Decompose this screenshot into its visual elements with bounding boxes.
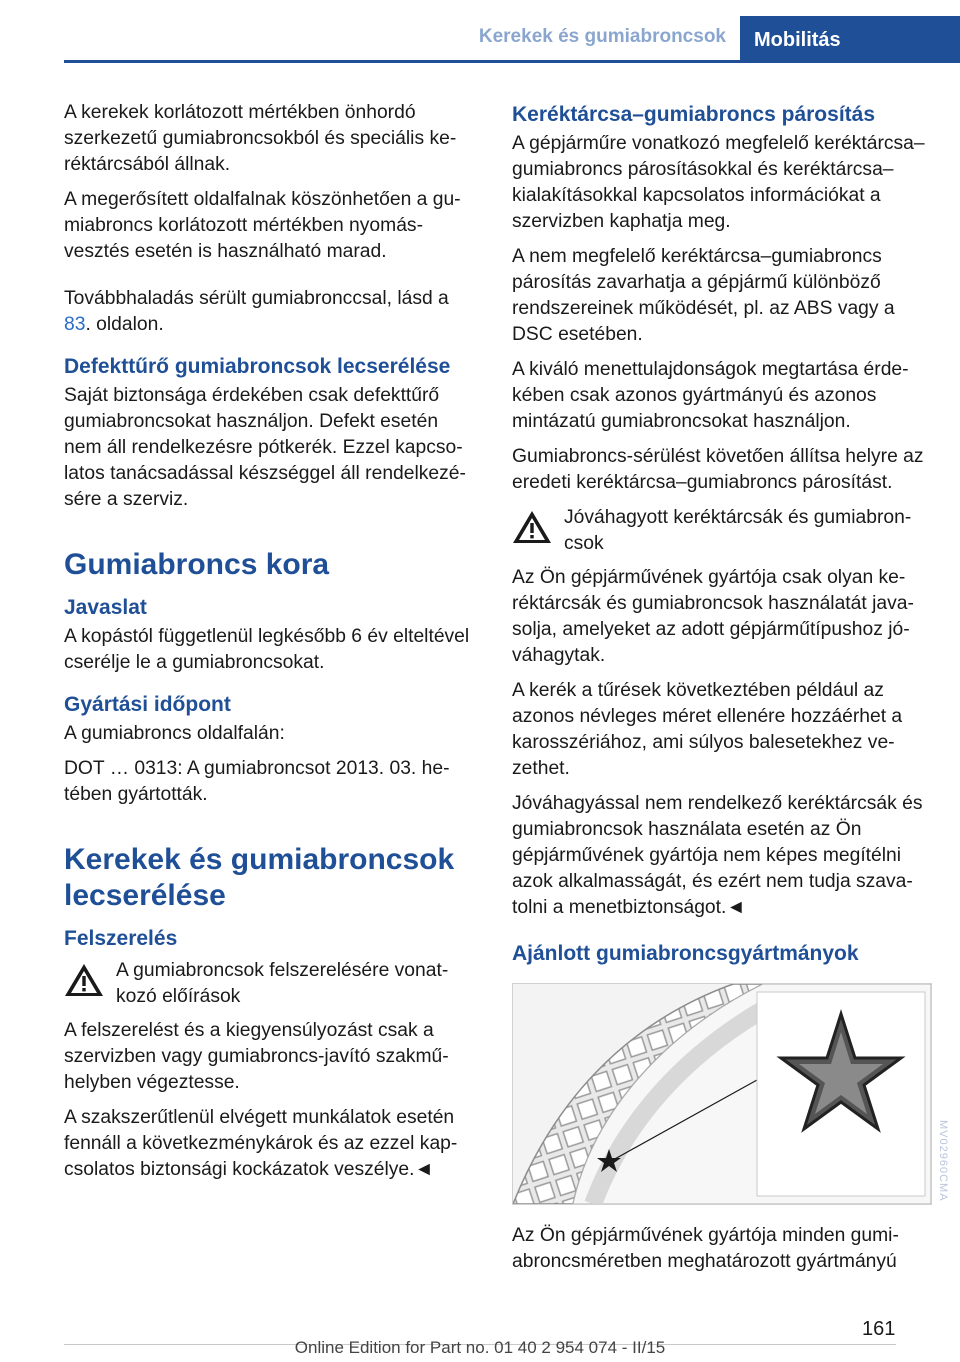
paragraph: A kiváló menettulajdonságok megtartása érdekében csak azonos gyártmányú és azonos mintázatú gumiabroncsokat használjon.	[512, 359, 909, 432]
warning-block	[512, 505, 932, 557]
subheading-recommended-brands: Ajánlott gumiabroncsgyártmányok	[512, 942, 859, 965]
subheading-wheel-tire-pairing: Keréktárcsa–gumiabroncs párosítás	[512, 103, 875, 126]
paragraph: DOT … 0313: A gumiabroncsot 2013. 03. hetében gyártották.	[64, 758, 450, 805]
paragraph-with-page-link	[64, 286, 476, 338]
paragraph: A felszerelést és a kiegyensúlyozást csak a szervizben vagy gumiabroncs-javító szakműhelyben végeztesse.	[64, 1020, 449, 1093]
warning-triangle-icon	[512, 509, 552, 545]
heading-replace-wheels: Kerekek és gumiabroncsok lecserélése	[64, 843, 455, 912]
warning-text: Jóváhagyott keréktárcsák és gumiabroncsok	[564, 507, 912, 554]
footer-edition: Online Edition for Part no. 01 40 2 954 074 - II/15	[294, 1338, 666, 1357]
page-number: 161	[862, 1318, 896, 1340]
subheading-runflat: Defekttűrő gumiabroncsok lecserélése	[64, 355, 451, 378]
heading-tire-age: Gumiabroncs kora	[64, 548, 330, 581]
paragraph: Gumiabroncs-sérülést követően állítsa helyre az eredeti keréktárcsa–gumiabroncs párosítást.	[512, 446, 924, 493]
tire-illustration	[513, 984, 931, 1204]
paragraph: Az Ön gépjárművének gyártója csak olyan keréktárcsák és gumiabroncsok használatát javasolja, amelyeket az adott gépjárműtípushoz jóváhagytak.	[512, 567, 914, 666]
subheading-mounting: Felszerelés	[64, 927, 178, 950]
warning-text: A gumiabroncsok felszerelésére vonatkozó előírások	[116, 960, 449, 1007]
paragraph: A szakszerűtlenül elvégett munkálatok esetén fennáll a következménykárok és az ezzel kapcsolatos biztonsági kockázatok veszélye.◄	[64, 1107, 458, 1180]
page-link[interactable]: 83	[64, 314, 86, 335]
figure-code: MV02960CMA	[937, 1120, 949, 1202]
header-rule	[64, 60, 960, 63]
tire-star-marking-figure	[512, 983, 932, 1205]
paragraph: Jóváhagyással nem rendelkező keréktárcsák és gumiabroncsok használata esetén az Ön gépjárművének gyártója nem képes megítélni azok alkalmasságát, és ezért nem tudja szavatolni a menetbiztonságot.◄	[512, 793, 923, 918]
subheading-production-date: Gyártási időpont	[64, 693, 231, 716]
warning-triangle-icon	[64, 962, 104, 998]
paragraph: A gumiabroncs oldalfalán:	[64, 723, 285, 744]
paragraph: Az Ön gépjárművének gyártója minden gumiabroncsméretben meghatározott gyártmányú	[512, 1225, 899, 1272]
paragraph: Saját biztonsága érdekében csak defekttűrő gumiabroncsokat használjon. Defekt esetén nem áll rendelkezésre pótkerék. Ezzel kapcsolatos tanácsadással készséggel áll rendelkezésére a szerviz.	[64, 385, 466, 510]
header-section-title: Kerekek és gumiabroncsok	[478, 26, 726, 47]
subheading-recommendation: Javaslat	[64, 596, 147, 619]
warning-block	[64, 958, 476, 1010]
paragraph: A kopástól függetlenül legkésőbb 6 év elteltével cserélje le a gumiabroncsokat.	[64, 626, 470, 673]
paragraph: A nem megfelelő keréktárcsa–gumiabroncs párosítás zavarhatja a gépjármű különböző rendszereinek működését, pl. az ABS vagy a DSC esetében.	[512, 246, 895, 345]
paragraph: A kerekek korlátozott mértékben önhordó szerkezetű gumiabroncsokból és speciális keréktárcsából állnak.	[64, 102, 457, 175]
paragraph: A megerősített oldalfalnak köszönhetően a gumiabroncs korlátozott mértékben nyomásvesztés esetén is használható marad.	[64, 189, 461, 262]
right-column	[512, 100, 932, 1284]
left-column	[64, 100, 476, 1192]
text: Továbbhaladás sérült gumiabronccsal, lásd a	[64, 288, 449, 309]
text: . oldalon.	[85, 314, 164, 335]
paragraph: A gépjárműre vonatkozó megfelelő keréktárcsa–gumiabroncs párosításokkal és keréktárcsa–kialakításokkal kapcsolatos információkat a szervizben kaphatja meg.	[512, 133, 925, 232]
header-chapter-tab[interactable]: Mobilitás	[740, 16, 960, 60]
paragraph: A kerék a tűrések következtében például az azonos névleges méret ellenére hozzáérhet a karosszériához, ami súlyos balesetekhez vezethet.	[512, 680, 903, 779]
